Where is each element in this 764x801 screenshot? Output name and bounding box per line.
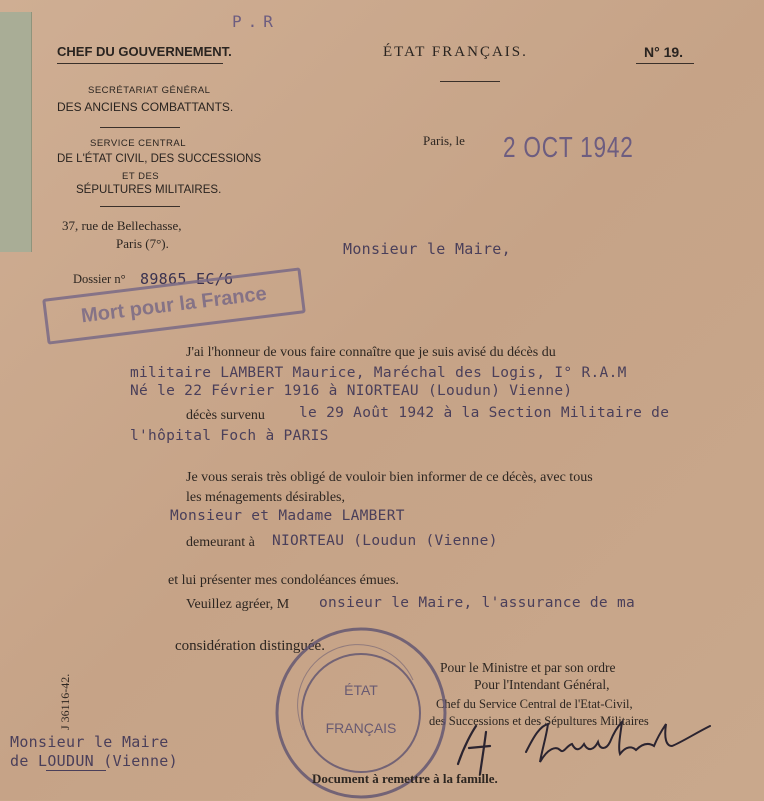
dossier-label: Dossier n° <box>73 272 126 286</box>
sender-line3: SERVICE CENTRAL <box>90 138 187 149</box>
body-p6-printed: Veuillez agréer, M <box>186 597 290 612</box>
sender-address2: Paris (7°). <box>116 236 169 251</box>
sender-rule <box>100 127 180 128</box>
footer-note: Document à remettre à la famille. <box>312 771 498 786</box>
sender-line1: SECRÉTARIAT GÉNÉRAL <box>88 85 211 96</box>
body-p4-printed: demeurant à <box>186 535 255 550</box>
body-p2-typed2: l'hôpital Foch à PARIS <box>130 428 329 444</box>
body-p4-typed: NIORTEAU (Loudun (Vienne) <box>272 533 498 549</box>
dossier-value: 89865 EC/6 <box>140 270 234 288</box>
sender-address1: 37, rue de Bellechasse, <box>62 218 182 233</box>
recipient-line2: de LOUDUN (Vienne) <box>10 752 178 770</box>
body-p1-typed1: militaire LAMBERT Maurice, Maréchal des Logis, I° R.A.M <box>130 365 627 381</box>
body-p1-printed: J'ai l'honneur de vous faire connaître que je suis avisé du décès du <box>186 345 556 360</box>
sender-line6: SÉPULTURES MILITAIRES. <box>76 184 222 196</box>
sender-line2: DES ANCIENS COMBATTANTS. <box>57 100 234 114</box>
number-underline <box>636 63 694 64</box>
salutation: Monsieur le Maire, <box>343 240 511 258</box>
body-p5: et lui présenter mes condoléances émues. <box>168 573 399 588</box>
sender-line4: DE L'ÉTAT CIVIL, DES SUCCESSIONS <box>57 153 262 165</box>
body-p3-typed: Monsieur et Madame LAMBERT <box>170 508 405 524</box>
body-p3-line2: les ménagements désirables, <box>186 490 346 505</box>
recipient-line1: Monsieur le Maire <box>10 733 169 751</box>
binder-tab <box>0 12 32 252</box>
center-title: ÉTAT FRANÇAIS. <box>383 44 528 60</box>
sender-rule-2 <box>100 206 180 207</box>
body-p7: considération distinguée. <box>175 638 325 654</box>
body-p6-typed: onsieur le Maire, l'assurance de ma <box>319 595 636 611</box>
signature-line1: Pour le Ministre et par son ordre <box>440 660 616 675</box>
signature-line4: des Successions et des Sépultures Militaires <box>429 714 649 728</box>
document-number: N° 19. <box>644 44 684 60</box>
seal-text-2: FRANÇAIS <box>325 720 397 736</box>
left-title: CHEF DU GOUVERNEMENT. <box>57 44 232 59</box>
body-p1-typed2: Né le 22 Février 1916 à NIORTEAU (Loudun) Vienne) <box>130 383 573 399</box>
mort-pour-la-france-stamp: Mort pour la France <box>42 267 306 344</box>
date-stamp: 2 OCT 1942 <box>503 132 634 164</box>
corner-mark: P.R <box>232 12 279 31</box>
date-label: Paris, le <box>423 133 465 148</box>
body-p3-line1: Je vous serais très obligé de vouloir bien informer de ce décès, avec tous <box>186 470 593 485</box>
seal-text-1: ÉTAT <box>344 682 378 698</box>
center-rule <box>440 81 500 82</box>
signature-line3: Chef du Service Central de l'Etat-Civil, <box>436 697 633 711</box>
side-reference: J 36116-42. <box>58 673 72 730</box>
left-title-underline <box>57 63 223 64</box>
body-p2-typed: le 29 Août 1942 à la Section Militaire de <box>299 405 670 421</box>
body-p2-printed: décès survenu <box>186 408 265 423</box>
sender-line5: ET DES <box>122 171 160 182</box>
recipient-underline <box>46 770 106 771</box>
signature-line2: Pour l'Intendant Général, <box>474 677 610 692</box>
